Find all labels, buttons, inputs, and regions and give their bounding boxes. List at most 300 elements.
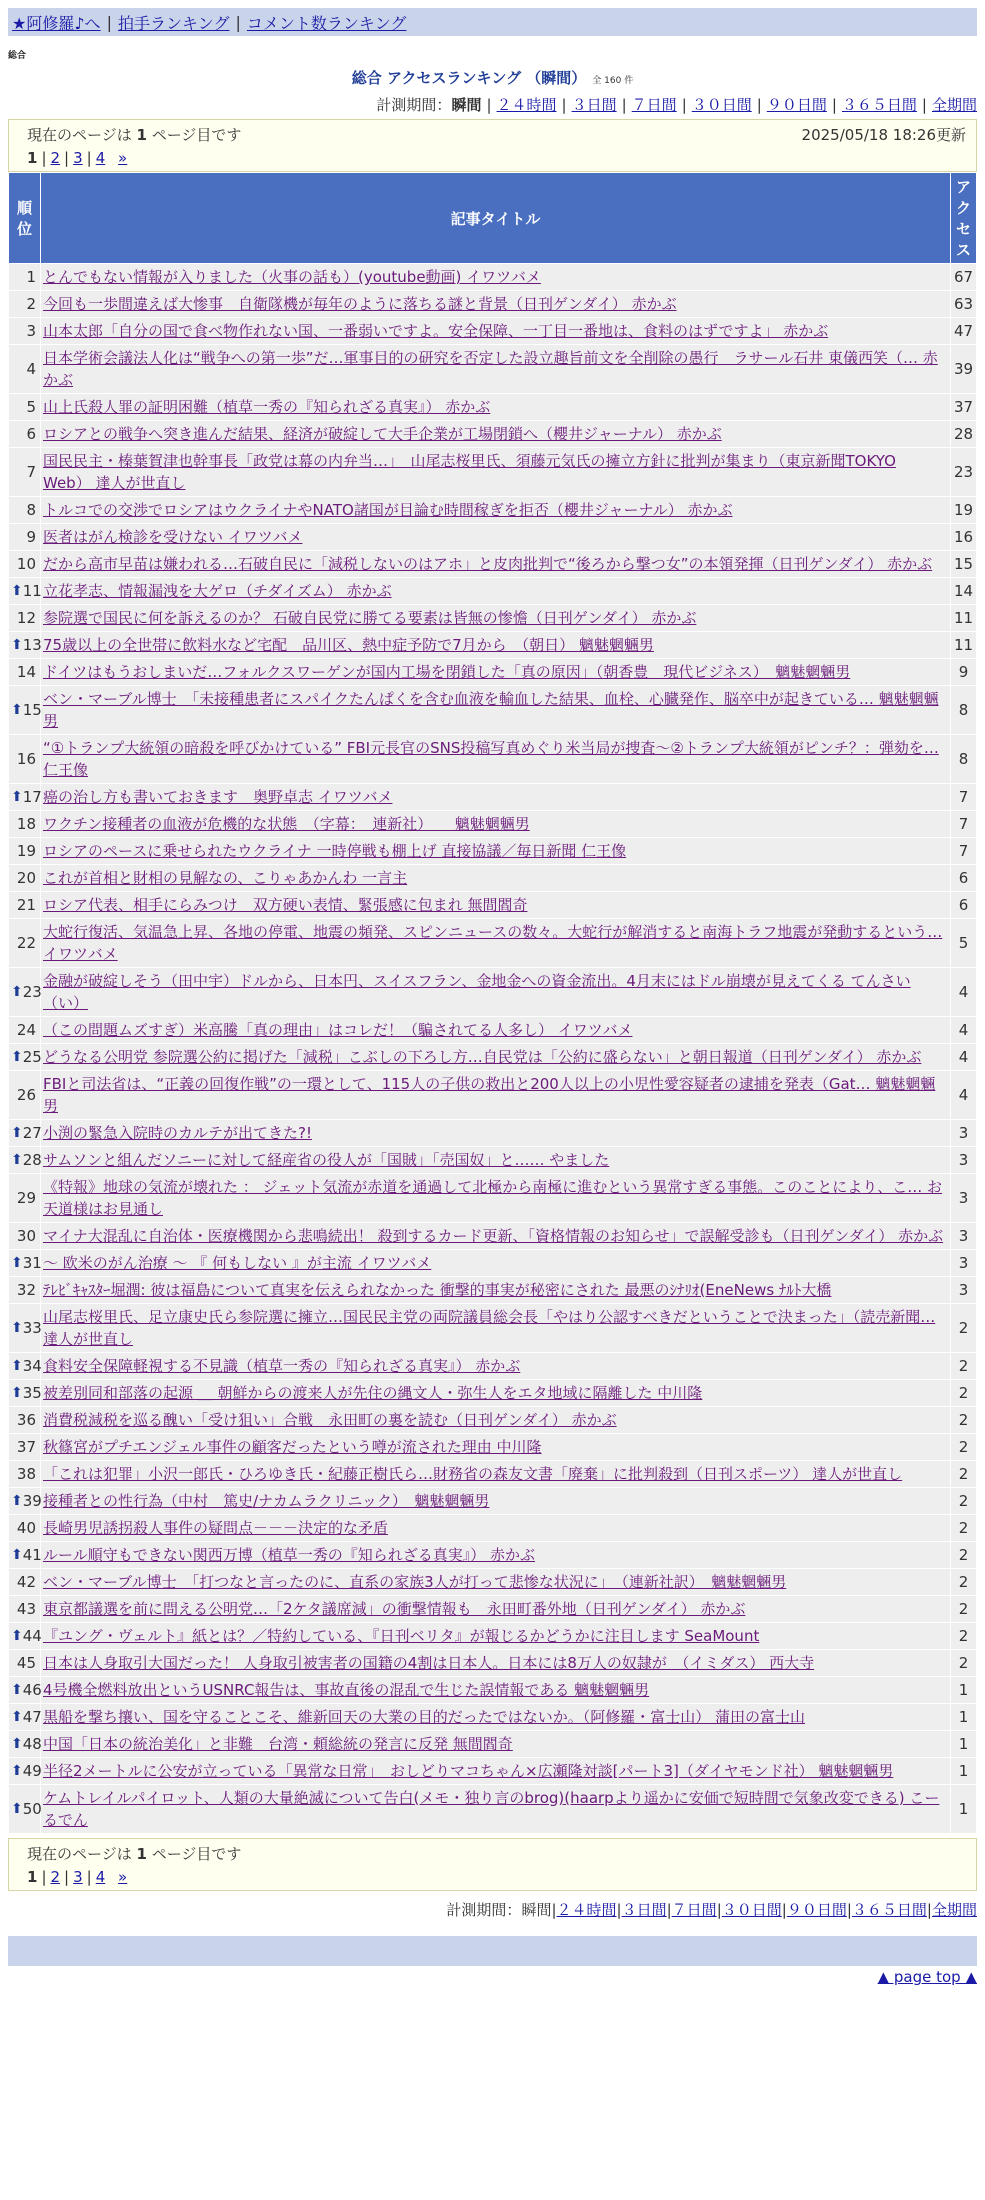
rank-cell (9, 968, 41, 1017)
rank-number: 22 (16, 934, 36, 952)
nav-separator: | (106, 12, 112, 32)
rank-number: 15 (22, 701, 42, 719)
access-count: 1 (951, 1704, 977, 1731)
page-info-bottom (8, 1838, 977, 1891)
article-link[interactable]: 4号機全燃料放出というUSNRC報告は、事故直後の混乱で生じた誤情報である 魑魅魍魎男 (43, 1681, 650, 1699)
period-selector (8, 94, 977, 115)
access-count: 2 (951, 1650, 977, 1677)
table-row (9, 605, 977, 632)
table-row (9, 421, 977, 448)
rank-cell (9, 1461, 41, 1488)
period-separator: | (621, 96, 627, 114)
total-count: 全 160 件 (592, 76, 634, 86)
article-link[interactable]: 『ユング・ヴェルト』紙とは？／特約している、『日刊ベリタ』が報じるかどうかに注目します SeaMount (43, 1627, 760, 1645)
access-count: 1 (951, 1731, 977, 1758)
rank-cell (9, 1758, 41, 1785)
table-row (9, 735, 977, 784)
title-cell (41, 1650, 951, 1677)
rank-number: 42 (16, 1573, 36, 1591)
article-link[interactable]: ケムトレイルパイロット、人類の大量絶滅について告白(メモ・独り言のbrog)(haarpより遥かに安価で短時間で気象改変できる) こーるでん (43, 1789, 940, 1829)
article-link[interactable]: 金融が破綻しそう（田中宇）ドルから、日本円、スイスフラン、金地金への資金流出。4月末にはドル崩壊が見えてくる てんさい（い） (43, 972, 911, 1012)
rank-cell (9, 264, 41, 291)
period-link[interactable]: ３０日間 (721, 1901, 782, 1919)
article-link[interactable]: だから高市早苗は嫌われる…石破自民に「減税しないのはアホ」と皮肉批判で“後ろから撃つ女”の本領発揮（日刊ゲンダイ） 赤かぶ (43, 555, 933, 573)
article-link[interactable]: ルール順守もできない関西万博（植草一秀の『知られざる真実』） 赤かぶ (43, 1546, 535, 1564)
table-row (9, 1542, 977, 1569)
title-cell (41, 1461, 951, 1488)
rank-number: 34 (22, 1357, 42, 1375)
period-link[interactable]: 全期間 (931, 96, 977, 114)
article-link[interactable]: 《特報》地球の気流が壊れた ： ジェット気流が赤道を通過して北極から南極に進むという異常すぎる事態。このことにより、こ… お天道様はお見通し (43, 1178, 943, 1218)
rank-number: 41 (22, 1546, 42, 1564)
access-count: 4 (951, 1071, 977, 1120)
period-link[interactable]: ３６５日間 (841, 96, 917, 114)
rank-cell (9, 735, 41, 784)
access-count: 7 (951, 838, 977, 865)
period-separator: | (616, 1901, 622, 1919)
table-row (9, 1120, 977, 1147)
title-cell (41, 497, 951, 524)
period-separator: | (666, 1901, 672, 1919)
page-top-row (8, 1968, 977, 1986)
table-row (9, 1704, 977, 1731)
article-link[interactable]: （この問題ムズすぎ）米高騰「真の理由」はコレだ！（騙されてる人多し） イワツバメ (43, 1021, 633, 1039)
access-count: 19 (951, 497, 977, 524)
title-cell (41, 968, 951, 1017)
rank-up-arrow-icon: ⬆ (11, 1385, 23, 1401)
period-link[interactable]: ７日間 (631, 96, 677, 114)
ranking-table (8, 172, 977, 1834)
table-row (9, 1623, 977, 1650)
rank-number: 43 (16, 1600, 36, 1618)
access-count: 3 (951, 1147, 977, 1174)
table-row (9, 892, 977, 919)
rank-cell (9, 1515, 41, 1542)
title-cell (41, 784, 951, 811)
table-row (9, 1434, 977, 1461)
article-link[interactable]: マイナ大混乱に自治体・医療機関から悲鳴続出！ 殺到するカード更新、「資格情報のお知らせ」で誤解受診も（日刊ゲンダイ） 赤かぶ (43, 1227, 944, 1245)
rank-cell (9, 784, 41, 811)
rank-number: 32 (16, 1281, 36, 1299)
rank-number: 2 (26, 295, 36, 313)
rank-number: 44 (22, 1627, 42, 1645)
article-link[interactable]: どうなる公明党 参院選公約に掲げた「減税」こぶしの下ろし方…自民党は「公約に盛らない」と朝日報道（日刊ゲンダイ） 赤かぶ (43, 1048, 922, 1066)
table-row (9, 345, 977, 394)
period-separator: | (551, 1901, 557, 1919)
rank-number: 14 (16, 663, 36, 681)
rank-number: 49 (22, 1762, 42, 1780)
article-link[interactable]: 半径2メートルに公安が立っている「異常な日常」 おしどりマコちゃん×広瀬隆対談[パート3]（ダイヤモンド社） 魑魅魍魎男 (43, 1762, 894, 1780)
period-label: 計測期間： (376, 96, 452, 114)
article-link[interactable]: 黒船を撃ち攘い、国を守ることこそ、維新回天の大業の目的だったではないか。（阿修羅・富士山） 蒲田の富士山 (43, 1708, 805, 1726)
rank-up-arrow-icon: ⬆ (11, 1736, 23, 1752)
access-count: 2 (951, 1461, 977, 1488)
article-link[interactable]: ロシアとの戦争へ突き進んだ結果、経済が破綻して大手企業が工場閉鎖へ（櫻井ジャーナル） 赤かぶ (43, 425, 722, 443)
table-row (9, 1488, 977, 1515)
access-count: 11 (951, 605, 977, 632)
access-count: 8 (951, 686, 977, 735)
title-cell (41, 1515, 951, 1542)
title-cell (41, 551, 951, 578)
table-row (9, 291, 977, 318)
access-count: 7 (951, 811, 977, 838)
table-row (9, 659, 977, 686)
table-row (9, 394, 977, 421)
article-link[interactable]: 東京都議選を前に問える公明党…「2ケタ議席減」の衝撃情報も 永田町番外地（日刊ゲンダイ） 赤かぶ (43, 1600, 746, 1618)
rank-up-arrow-icon: ⬆ (11, 1709, 23, 1725)
home-link[interactable]: ★阿修羅♪へ (12, 13, 101, 33)
footer-bar (8, 1936, 977, 1966)
table-row (9, 1758, 977, 1785)
pager-separator: | (64, 149, 70, 167)
article-link[interactable]: 今回も一歩間違えば大惨事 自衛隊機が毎年のように落ちる謎と背景（日刊ゲンダイ） 赤かぶ (43, 295, 677, 313)
article-link[interactable]: ベン・マーブル博士 「未接種患者にスパイクたんぱくを含む血液を輸血した結果、血栓、心臓発作、脳卒中が起きている… 魑魅魍魎男 (43, 690, 939, 730)
article-link[interactable]: FBIと司法省は、“正義の回復作戦”の一環として、115人の子供の救出と200人以上の小児性愛容疑者の逮捕を発表（Gat… 魑魅魍魎男 (43, 1075, 936, 1115)
access-count: 14 (951, 578, 977, 605)
period-link[interactable]: ３６５日間 (851, 1901, 927, 1919)
rank-up-arrow-icon: ⬆ (11, 1255, 23, 1271)
rank-number: 9 (26, 528, 36, 546)
title-cell (41, 892, 951, 919)
title-cell (41, 1569, 951, 1596)
access-count: 2 (951, 1353, 977, 1380)
pager-space (109, 1868, 114, 1886)
table-row (9, 1250, 977, 1277)
rank-up-arrow-icon: ⬆ (11, 1763, 23, 1779)
article-link[interactable]: ワクチン接種者の血液が危機的な状態 （字幕： 連新社） 魑魅魍魎男 (43, 815, 530, 833)
article-link[interactable]: ベン・マーブル博士 「打つなと言ったのに、直系の家族3人が打って悲惨な状況に」 （連新社訳） 魑魅魍魎男 (43, 1573, 787, 1591)
title-cell (41, 1596, 951, 1623)
article-link[interactable]: 山上氏殺人罪の証明困難（植草一秀の『知られざる真実』） 赤かぶ (43, 398, 491, 416)
pager-separator: | (41, 1868, 47, 1886)
period-link[interactable]: ９０日間 (766, 96, 827, 114)
rank-up-arrow-icon: ⬆ (11, 1493, 23, 1509)
article-link[interactable]: 山本太郎「自分の国で食べ物作れない国、一番弱いですよ。安全保障、一丁目一番地は、食料のはずですよ」 赤かぶ (43, 322, 829, 340)
period-link[interactable]: ３０日間 (691, 96, 752, 114)
table-row (9, 1731, 977, 1758)
article-link[interactable]: 日本学術会議法人化は“戦争への第一歩”だ…軍事目的の研究を否定した設立趣旨前文を全削除の愚行 ラサール石井 東儀西笑（… 赤かぶ (43, 349, 938, 389)
access-count: 2 (951, 1380, 977, 1407)
period-label: 計測期間： (446, 1901, 522, 1919)
title-cell (41, 659, 951, 686)
title-cell (41, 291, 951, 318)
access-count: 16 (951, 524, 977, 551)
article-link[interactable]: 大蛇行復活、気温急上昇、各地の停電、地震の頻発、スピンニュースの数々。大蛇行が解消すると南海トラフ地震が発動するという… イワツバメ (43, 923, 943, 963)
period-link[interactable]: ９０日間 (786, 1901, 847, 1919)
article-link[interactable]: ロシアのペースに乗せられたウクライナ 一時停戦も棚上げ 直接協議／毎日新聞 仁王像 (43, 842, 627, 860)
breadcrumb: 総合 (8, 51, 27, 61)
rank-cell (9, 1174, 41, 1223)
rank-cell (9, 1542, 41, 1569)
article-link[interactable]: 医者はがん検診を受けない イワツバメ (43, 528, 303, 546)
period-link[interactable]: ３日間 (571, 96, 617, 114)
rank-up-arrow-icon: ⬆ (11, 702, 23, 718)
rank-number: 47 (22, 1708, 42, 1726)
rank-number: 6 (26, 425, 36, 443)
rank-number: 29 (16, 1189, 36, 1207)
table-row (9, 632, 977, 659)
article-link[interactable]: 癌の治し方も書いておきます 奥野卓志 イワツバメ (43, 788, 393, 806)
article-link[interactable]: 被差別同和部落の起源 ＿ 朝鮮からの渡来人が先住の縄文人・弥生人をエタ地域に隔離した 中川隆 (43, 1384, 703, 1402)
rank-number: 8 (26, 501, 36, 519)
period-link[interactable]: ２４時間 (496, 96, 557, 114)
rank-cell (9, 578, 41, 605)
rank-cell (9, 1704, 41, 1731)
access-count: 3 (951, 1120, 977, 1147)
period-link[interactable]: ３日間 (621, 1901, 667, 1919)
article-link[interactable]: これが首相と財相の見解なの、こりゃあかんわ 一言主 (43, 869, 408, 887)
rank-up-arrow-icon: ⬆ (11, 637, 23, 653)
rank-cell (9, 1731, 41, 1758)
article-link[interactable]: トルコでの交渉でロシアはウクライナやNATO諸国が目論む時間稼ぎを拒否（櫻井ジャーナル） 赤かぶ (43, 501, 733, 519)
rank-number: 36 (16, 1411, 36, 1429)
title-cell (41, 448, 951, 497)
period-separator: | (831, 96, 837, 114)
period-separator: | (756, 96, 762, 114)
article-link[interactable]: サムソンと組んだソニーに対して経産省の役人が「国賊」「売国奴」と…… やました (43, 1151, 610, 1169)
rank-number: 16 (16, 750, 36, 768)
rank-number: 39 (22, 1492, 42, 1510)
access-count: 3 (951, 1277, 977, 1304)
rank-cell (9, 1677, 41, 1704)
rank-cell (9, 838, 41, 865)
rank-cell (9, 1017, 41, 1044)
pager-top (27, 149, 966, 167)
rank-cell (9, 497, 41, 524)
article-link[interactable]: ﾃﾚﾋﾞｷｬｽﾀｰ堀潤: 彼は福島について真実を伝えられなかった 衝撃的事実が秘密にされた 最悪のｼﾅﾘｵ(EneNews ﾅﾙﾄ大橋 (43, 1281, 832, 1299)
rank-cell (9, 1434, 41, 1461)
article-link[interactable]: 日本は人身取引大国だった！ 人身取引被害者の国籍の4割は日本人。日本には8万人の奴隷が （イミダス） 西大寺 (43, 1654, 815, 1672)
access-count: 2 (951, 1515, 977, 1542)
period-link[interactable]: ７日間 (671, 1901, 717, 1919)
rank-up-arrow-icon: ⬆ (11, 1547, 23, 1563)
rank-cell (9, 345, 41, 394)
current-page-text: 現在のページは 1 ページ目です (27, 126, 242, 144)
rank-up-arrow-icon: ⬆ (11, 984, 23, 1000)
period-current: 瞬間 (451, 96, 482, 114)
article-link[interactable]: とんでもない情報が入りました（火事の話も）(youtube動画) イワツバメ (43, 268, 541, 286)
table-row (9, 1380, 977, 1407)
nav-separator: | (235, 12, 241, 32)
rank-cell (9, 1596, 41, 1623)
period-separator: | (926, 1901, 932, 1919)
rank-cell (9, 1623, 41, 1650)
rank-cell (9, 448, 41, 497)
title-cell (41, 1174, 951, 1223)
period-separator: | (781, 1901, 787, 1919)
pager-link[interactable]: 2 (50, 149, 61, 167)
period-current: 瞬間 (521, 1901, 552, 1919)
period-selector-bottom (8, 1899, 977, 1920)
rank-cell (9, 1785, 41, 1834)
clap-ranking-link[interactable]: 拍手ランキング (117, 13, 230, 33)
access-count: 3 (951, 1174, 977, 1223)
rank-number: 45 (16, 1654, 36, 1672)
rank-number: 28 (22, 1151, 42, 1169)
access-count: 4 (951, 968, 977, 1017)
rank-cell (9, 421, 41, 448)
rank-number: 12 (16, 609, 36, 627)
title-cell (41, 1277, 951, 1304)
table-row (9, 1147, 977, 1174)
article-link[interactable]: 国民民主・榛葉賀津也幹事長「政党は幕の内弁当…」 山尾志桜里氏、須藤元気氏の擁立方針に批判が集まり（東京新聞TOKYO Web） 達人が世直し (43, 452, 896, 492)
rank-cell (9, 1380, 41, 1407)
access-count: 47 (951, 318, 977, 345)
rank-cell (9, 1353, 41, 1380)
rank-cell (9, 659, 41, 686)
title-cell (41, 1488, 951, 1515)
table-row (9, 1677, 977, 1704)
access-count: 4 (951, 1017, 977, 1044)
access-count: 4 (951, 1044, 977, 1071)
rank-cell (9, 1120, 41, 1147)
period-link[interactable]: ２４時間 (556, 1901, 617, 1919)
article-link[interactable]: 中国「日本の統治美化」と非難 台湾・頼総統の発言に反発 無間閻奇 (43, 1735, 513, 1753)
access-count: 2 (951, 1407, 977, 1434)
title-cell (41, 1704, 951, 1731)
pager-next[interactable]: » (118, 1868, 128, 1886)
title-cell (41, 686, 951, 735)
title-cell (41, 578, 951, 605)
rank-number: 19 (16, 842, 36, 860)
table-row (9, 919, 977, 968)
rank-number: 1 (26, 268, 36, 286)
page-info-top (8, 119, 977, 172)
rank-number: 50 (22, 1800, 42, 1818)
title-cell (41, 632, 951, 659)
title-cell (41, 1304, 951, 1353)
table-row (9, 1017, 977, 1044)
rank-number: 30 (16, 1227, 36, 1245)
table-row (9, 968, 977, 1017)
article-link[interactable]: ～ 欧米のがん治療 ～ 『 何もしない 』が主流 イワツバメ (43, 1254, 432, 1272)
period-separator: | (681, 96, 687, 114)
pager-link[interactable]: 2 (50, 1868, 61, 1886)
access-count: 1 (951, 1677, 977, 1704)
table-row (9, 1785, 977, 1834)
title-cell (41, 735, 951, 784)
access-count: 11 (951, 632, 977, 659)
table-row (9, 1353, 977, 1380)
pager-next[interactable]: » (118, 149, 128, 167)
article-link[interactable]: 参院選で国民に何を訴えるのか？ 石破自民党に勝てる要素は皆無の惨憺（日刊ゲンダイ） 赤かぶ (43, 609, 697, 627)
article-link[interactable]: 小渕の緊急入院時のカルテが出てきた?! (43, 1124, 312, 1142)
table-row (9, 1515, 977, 1542)
rank-number: 21 (16, 896, 36, 914)
pager-link[interactable]: 4 (95, 149, 106, 167)
rank-cell (9, 1569, 41, 1596)
access-count: 15 (951, 551, 977, 578)
access-count: 23 (951, 448, 977, 497)
title-cell (41, 345, 951, 394)
title-cell (41, 264, 951, 291)
title-cell (41, 865, 951, 892)
title-cell (41, 1731, 951, 1758)
rank-number: 11 (22, 582, 42, 600)
access-count: 2 (951, 1304, 977, 1353)
article-link[interactable]: 75歳以上の全世帯に飲料水など宅配 品川区、熱中症予防で7月から （朝日） 魑魅魍魎男 (43, 636, 654, 654)
table-row (9, 497, 977, 524)
article-link[interactable]: ドイツはもうおしまいだ…フォルクスワーゲンが国内工場を閉鎖した「真の原因」（朝香豊 現代ビジネス） 魑魅魍魎男 (43, 663, 851, 681)
access-count: 8 (951, 735, 977, 784)
title-cell (41, 1147, 951, 1174)
title-cell (41, 421, 951, 448)
period-separator: | (486, 96, 492, 114)
rank-cell (9, 605, 41, 632)
rank-up-arrow-icon: ⬆ (11, 1801, 23, 1817)
updated-timestamp: 2025/05/18 18:26更新 (801, 126, 966, 144)
pager-link[interactable]: 3 (73, 149, 83, 167)
article-link[interactable]: 山尾志桜里氏、足立康史氏ら参院選に擁立…国民民主党の両院議員総会長「やはり公認すべきだということで決まった」（読売新聞… 達人が世直し (43, 1308, 936, 1348)
title-cell (41, 919, 951, 968)
rank-cell (9, 811, 41, 838)
pager-link[interactable]: 3 (73, 1868, 83, 1886)
article-link[interactable]: 食料安全保障軽視する不見識（植草一秀の『知られざる真実』） 赤かぶ (43, 1357, 521, 1375)
rank-number: 13 (22, 636, 42, 654)
rank-up-arrow-icon: ⬆ (11, 1358, 23, 1374)
table-row (9, 578, 977, 605)
article-link[interactable]: ロシア代表、相手にらみつけ 双方硬い表情、緊張感に包まれ 無間閻奇 (43, 896, 528, 914)
rank-up-arrow-icon: ⬆ (11, 1049, 23, 1065)
pager-link[interactable]: 4 (95, 1868, 106, 1886)
rank-number: 31 (22, 1254, 42, 1272)
article-link[interactable]: 秋篠宮がプチエンジェル事件の顧客だったという噂が流された理由 中川隆 (43, 1438, 542, 1456)
rank-number: 3 (26, 322, 36, 340)
access-count: 3 (951, 1250, 977, 1277)
article-link[interactable]: 長崎男児誘拐殺人事件の疑問点－－－決定的な矛盾 (43, 1519, 389, 1537)
access-count: 28 (951, 421, 977, 448)
page-title (0, 67, 985, 88)
rank-number: 7 (26, 463, 36, 481)
rank-up-arrow-icon: ⬆ (11, 1152, 23, 1168)
rank-number: 23 (22, 983, 42, 1001)
article-link[interactable]: 接種者との性行為（中村 篤史/ナカムラクリニック） 魑魅魍魎男 (43, 1492, 490, 1510)
title-cell (41, 1677, 951, 1704)
table-row (9, 838, 977, 865)
table-row (9, 784, 977, 811)
access-count: 2 (951, 1596, 977, 1623)
access-count: 6 (951, 892, 977, 919)
rank-cell (9, 1071, 41, 1120)
top-nav-bar (8, 8, 977, 36)
pager-separator: | (86, 149, 92, 167)
rank-cell (9, 1250, 41, 1277)
article-link[interactable]: 立花孝志、情報漏洩を大ゲロ（チダイズム） 赤かぶ (43, 582, 392, 600)
table-row (9, 1650, 977, 1677)
page-top-link[interactable]: ▲ page top ▲ (877, 1968, 977, 1986)
article-link[interactable]: “①トランプ大統領の暗殺を呼びかけている” FBI元長官のSNS投稿写真めぐり米当局が捜査～②トランプ大統領がピンチ？：弾劾を… 仁王像 (43, 739, 939, 779)
rank-number: 40 (16, 1519, 36, 1537)
title-cell (41, 838, 951, 865)
rank-number: 4 (26, 360, 36, 378)
access-count: 6 (951, 865, 977, 892)
table-row (9, 551, 977, 578)
rank-number: 18 (16, 815, 36, 833)
period-link[interactable]: 全期間 (931, 1901, 977, 1919)
rank-cell (9, 394, 41, 421)
access-count: 2 (951, 1542, 977, 1569)
rank-cell (9, 318, 41, 345)
article-link[interactable]: 消費税減税を巡る醜い「受け狙い」合戦 永田町の裏を読む（日刊ゲンダイ） 赤かぶ (43, 1411, 617, 1429)
table-row (9, 1407, 977, 1434)
comment-ranking-link[interactable]: コメント数ランキング (246, 13, 407, 33)
title-cell (41, 1785, 951, 1834)
article-link[interactable]: 「これは犯罪」小沢一郎氏・ひろゆき氏・紀藤正樹氏ら…財務省の森友文書「廃棄」に批判殺到（日刊スポーツ） 達人が世直し (43, 1465, 903, 1483)
rank-up-arrow-icon: ⬆ (11, 1125, 23, 1141)
table-row (9, 264, 977, 291)
rank-up-arrow-icon: ⬆ (11, 1628, 23, 1644)
access-count: 5 (951, 919, 977, 968)
